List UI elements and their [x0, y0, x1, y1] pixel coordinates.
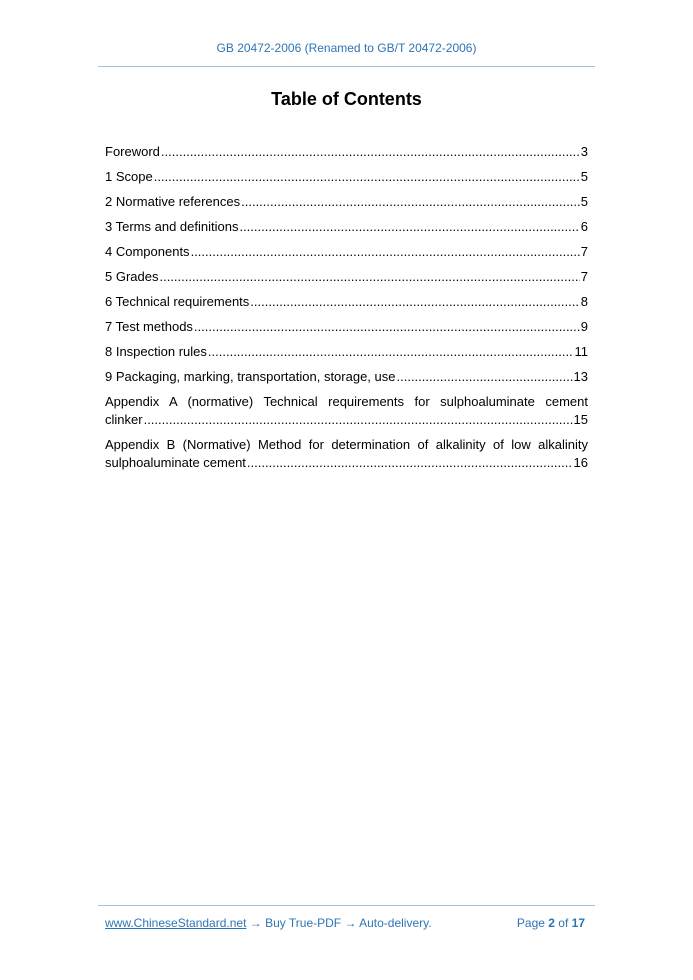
toc-entry-page: 13: [573, 369, 588, 384]
toc-entry-label: 4 Components: [105, 244, 190, 259]
toc-entry-label: 1 Scope: [105, 169, 153, 184]
toc-leader-dots: [247, 454, 573, 472]
toc-leader-dots: [194, 318, 580, 336]
page-prefix: Page: [516, 916, 549, 930]
toc-entry-page: 9: [580, 319, 588, 334]
toc-entry-test-methods[interactable]: [105, 318, 588, 336]
page-footer: [105, 916, 585, 930]
toc-entry-inspection-rules[interactable]: [105, 343, 588, 361]
toc-entry-components[interactable]: [105, 243, 588, 261]
toc-leader-dots: [159, 268, 579, 286]
toc-entry-label: 9 Packaging, marking, transportation, storage, use: [105, 369, 396, 384]
page-title: Table of Contents: [271, 89, 422, 109]
toc-entry-page: 16: [573, 455, 588, 470]
toc-entry-label: Appendix B (Normative) Method for determination of alkalinity of low alkalinity: [105, 437, 588, 452]
running-header: GB 20472-2006 (Renamed to GB/T 20472-2006): [216, 41, 477, 55]
toc-entry-technical-requirements[interactable]: [105, 293, 588, 311]
toc-leader-dots: [239, 218, 579, 236]
toc-leader-dots: [397, 368, 573, 386]
toc-entry-label: Foreword: [105, 144, 160, 159]
page-number: [517, 916, 585, 930]
toc-entry-terms-definitions[interactable]: [105, 218, 588, 236]
table-of-contents: [105, 143, 588, 479]
toc-entry-grades[interactable]: [105, 268, 588, 286]
toc-entry-label: 8 Inspection rules: [105, 344, 207, 359]
toc-entry-page: 5: [580, 194, 588, 209]
toc-entry-label: 6 Technical requirements: [105, 294, 250, 309]
total-pages: 17: [571, 916, 585, 930]
toc-leader-dots: [241, 193, 580, 211]
toc-entry-page: 15: [573, 412, 588, 427]
toc-entry-foreword[interactable]: [105, 143, 588, 161]
toc-entry-page: 11: [574, 344, 588, 359]
toc-leader-dots: [250, 293, 579, 311]
toc-leader-dots: [208, 343, 574, 361]
toc-entry-appendix-a[interactable]: [105, 393, 588, 429]
toc-entry-page: 6: [580, 219, 588, 234]
toc-entry-label: 7 Test methods: [105, 319, 193, 334]
website-link[interactable]: www.ChineseStandard.net: [105, 916, 247, 930]
page-of: of: [554, 916, 572, 930]
toc-entry-label: Appendix A (normative) Technical requirements for sulphoaluminate cement: [105, 394, 588, 409]
toc-entry-page: 7: [580, 244, 588, 259]
toc-leader-dots: [154, 168, 580, 186]
toc-entry-page: 5: [580, 169, 588, 184]
toc-entry-page: 7: [580, 269, 588, 284]
toc-entry-label-continued: sulphoaluminate cement: [105, 455, 246, 470]
toc-leader-dots: [191, 243, 580, 261]
footer-divider: [98, 905, 595, 906]
toc-entry-packaging[interactable]: [105, 368, 588, 386]
toc-entry-scope[interactable]: [105, 168, 588, 186]
header-divider: [98, 66, 595, 67]
current-page: 2: [548, 916, 555, 930]
toc-entry-label: 2 Normative references: [105, 194, 241, 209]
toc-entry-page: 3: [580, 144, 588, 159]
toc-entry-page: 8: [580, 294, 588, 309]
toc-leader-dots: [144, 411, 573, 429]
toc-entry-label: 3 Terms and definitions: [105, 219, 239, 234]
toc-leader-dots: [161, 143, 580, 161]
footer-tagline: → Buy True-PDF → Auto-delivery.: [246, 916, 432, 930]
toc-entry-label-continued: clinker: [105, 412, 143, 427]
toc-entry-label: 5 Grades: [105, 269, 159, 284]
toc-entry-normative-references[interactable]: [105, 193, 588, 211]
toc-entry-appendix-b[interactable]: [105, 436, 588, 472]
footer-left: [105, 916, 432, 930]
